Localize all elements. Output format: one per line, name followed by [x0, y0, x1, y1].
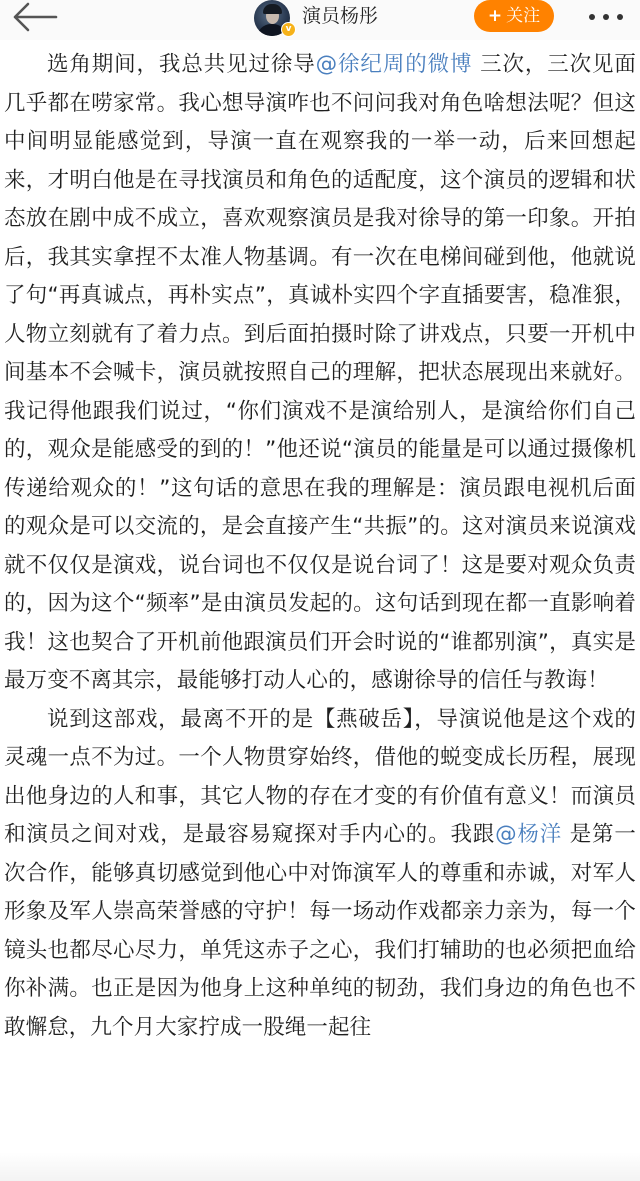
mention-link-xujizhou[interactable]: @徐纪周的微博 [315, 52, 473, 77]
follow-button[interactable] [474, 0, 554, 32]
bottom-fade [0, 1152, 640, 1181]
more-options-button[interactable] [584, 6, 628, 28]
more-dot [603, 14, 609, 20]
more-dots-icon [589, 14, 595, 20]
verified-badge-icon: v [281, 22, 296, 37]
post-body [4, 46, 636, 1047]
back-button[interactable] [10, 0, 60, 36]
paragraph-2 [4, 701, 636, 1048]
back-arrow-icon [10, 0, 60, 36]
text-segment: 选角期间，我总共见过徐导 [47, 52, 316, 77]
more-dot [617, 14, 623, 20]
paragraph-1 [4, 46, 636, 701]
follow-label: 关注 [506, 6, 541, 26]
account-name[interactable]: 演员杨彤 [302, 5, 379, 27]
text-segment: 三次，三次见面几乎都在唠家常。我心想导演咋也不问问我对角色啥想法呢？但这中间明显能感觉到，导演一直在观察我的一举一动，后来回想起来，才明白他是在寻找演员和角色的适配度，这个演员的逻辑和状态放在剧中成不成立，喜欢观察演员是我对徐导的第一印象。开拍后，我其实拿捏不太准人物基调。有一次在电梯间碰到他，他就说了句“再真诚点，再朴实点”，真诚朴实四个字直插要害，稳准狠，人物立刻就有了着力点。到后面拍摄时除了讲戏点，只要一开机中间基本不会喊卡，演员就按照自己的理解，把状态展现出来就好。我记得他跟我们说过，“你们演戏不是演给别人，是演给你们自己的，观众是能感受的到的！”他还说“演员的能量是可以通过摄像机传递给观众的！”这句话的意思在我的理解是：演员跟电视机后面的观众是可以交流的，是会直接产生“共振”的。这对演员来说演戏就不仅仅是演戏，说台词也不仅仅是说台词了！这是要对观众负责的，因为这个“频率”是由演员发起的。这句话到现在都一直影响着我！这也契合了开机前他跟演员们开会时说的“谁都别演”，真实是最万变不离其宗，最能够打动人心的，感谢徐导的信任与教诲！ [4, 52, 637, 693]
top-bar [0, 0, 640, 40]
text-segment: 说到这部戏，最离不开的是【燕破岳】，导演说他是这个戏的灵魂一点不为过。一个人物贯穿始终，借他的蜕变成长历程，展现出他身边的人和事，其它人物的存在才变的有价值有意义！而演员和演员之间对戏，是最容易窥探对手内心的。我跟 [4, 706, 636, 847]
plus-icon: + [487, 6, 503, 26]
text-segment: 是第一次合作，能够真切感觉到他心中对饰演军人的尊重和赤诚，对军人形象及军人崇高荣誉感的守护！每一场动作戏都亲力亲为，每一个镜头也都尽心尽力，单凭这赤子之心，我们打辅助的也必须把血给你补满。也正是因为他身上这种单纯的韧劲，我们身边的角色也不敢懈怠，九个月大家拧成一股绳一起往 [4, 822, 636, 1040]
mention-link-yangyang[interactable]: @杨洋 [495, 822, 563, 847]
